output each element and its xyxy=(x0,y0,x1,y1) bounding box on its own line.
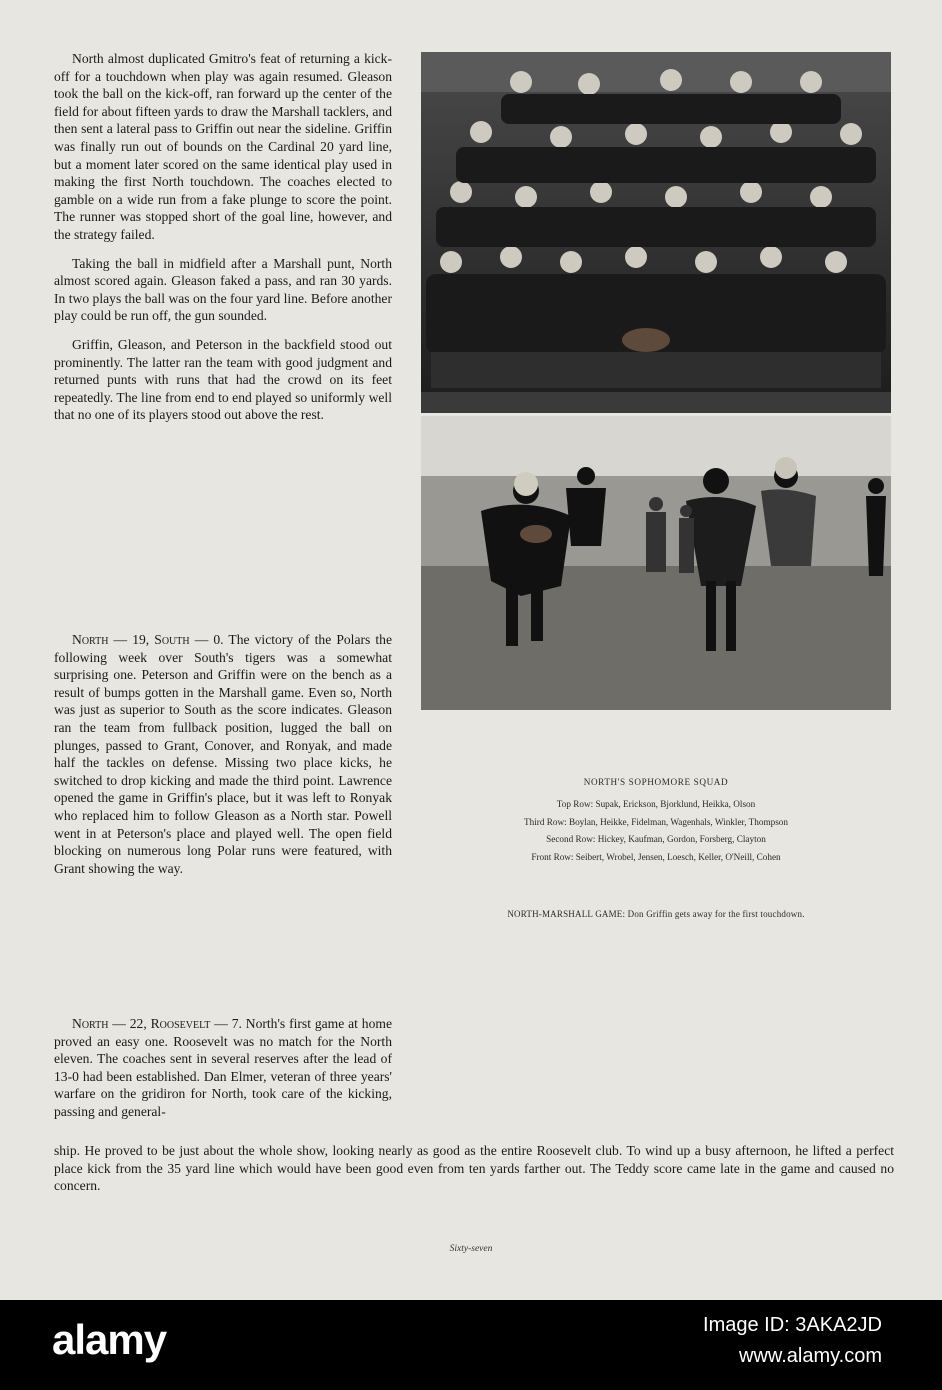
paragraph-midfield-drive: Taking the ball in midfield after a Marshall punt, North almost scored again. Gleason faked a pass, and ran 30 yards. In two plays the ball was on the four yard line. Before another play could be run off, the gun sounded. xyxy=(54,255,392,324)
stock-url-label: www.alamy.com xyxy=(739,1345,882,1367)
squad-caption-rows xyxy=(421,796,891,866)
article-column-roosevelt xyxy=(54,1015,392,1121)
image-id-label: Image ID: 3AKA2JD xyxy=(703,1314,882,1336)
squad-row-second: Second Row: Hickey, Kaufman, Gordon, Forsberg, Clayton xyxy=(546,834,766,845)
score-north-roosevelt: North — 22, Roosevelt — 7. xyxy=(72,1016,242,1031)
south-game-text: The victory of the Polars the following week over South's tigers was a somewhat surprising one. Peterson and Griffin were on the bench as a result of bumps gotten in the Marshall game. Even so, North was just as superior to South as the score indicates. Gleason ran the team from fullback position, lugged the ball on plunges, passed to Grant, Conover, and Ronyak, and made half the tackles on defense. Missing two place kicks, he switched to drop kicking and made the third point. Lawrence opened the game in Griffin's place, but it was left to Ronyak who replaced him to follow Gleason as a North star. Powell went in at Peterson's place and played well. The open field blocking on numerous long Polar runs were featured, with Grant showing the way. xyxy=(54,632,393,876)
squad-photo-image xyxy=(421,52,891,413)
squad-row-front: Front Row: Seibert, Wrobel, Jensen, Loesch, Keller, O'Neill, Cohen xyxy=(531,851,781,862)
game-caption: NORTH-MARSHALL GAME: Don Griffin gets away for the first touchdown. xyxy=(507,909,805,919)
article-column-top xyxy=(54,50,392,435)
paragraph-kickoff-return: North almost duplicated Gmitro's feat of returning a kick-off for a touchdown when play was again resumed. Gleason took the ball on the kick-off, ran forward up the center of the field for about fifteen yards to draw the Marshall tacklers, and then sent a lateral pass to Griffin out near the sideline. Griffin was finally run out of bounds on the Cardinal 20 yard line, but a moment later scored on the same identical play used in making the first North touchdown. The coaches elected to gamble on a wide run from a fake plunge to score the point. The runner was stopped short of the goal line, however, and the strategy failed. xyxy=(54,51,392,242)
game-photo-image xyxy=(421,416,891,710)
paragraph-roosevelt-game xyxy=(54,1015,392,1121)
roosevelt-game-text: North's first game at home proved an easy one. Roosevelt was no match for the North eleven. The coaches sent in several reserves after the lead of 13-0 had been established. Dan Elmer, veteran of three years' warfare on the gridiron for North, took care of the kicking, passing and general- xyxy=(54,1016,392,1119)
paragraph-roosevelt-continued: ship. He proved to be just about the whole show, looking nearly as good as the entire Roosevelt club. To wind up a busy afternoon, he lifted a perfect place kick from the 35 yard line which would have been good even from ten yards farther out. The Teddy score came late in the game and caused no concern. xyxy=(54,1143,894,1194)
stock-footer-bar xyxy=(0,1300,942,1390)
north-marshall-game-photo xyxy=(421,416,891,710)
alamy-logo: alamy xyxy=(52,1316,167,1363)
squad-row-third: Third Row: Boylan, Heikke, Fidelman, Wagenhals, Winkler, Thompson xyxy=(524,816,788,827)
squad-row-top: Top Row: Supak, Erickson, Bjorklund, Heikka, Olson xyxy=(556,799,756,809)
paragraph-south-game xyxy=(54,631,392,877)
paragraph-backfield-praise: Griffin, Gleason, and Peterson in the backfield stood out prominently. The latter ran the team with good judgment and returned punts with runs that had the crowd on its feet repeatedly. The line from end to end played so uniformly well that no one of its players stood out above the rest. xyxy=(54,336,392,423)
sophomore-squad-photo xyxy=(421,52,891,413)
article-column-south xyxy=(54,631,392,888)
score-north-south: North — 19, South — 0. xyxy=(72,632,224,647)
page-number: Sixty-seven xyxy=(449,1244,493,1254)
squad-caption-title: NORTH'S SOPHOMORE SQUAD xyxy=(583,777,729,787)
